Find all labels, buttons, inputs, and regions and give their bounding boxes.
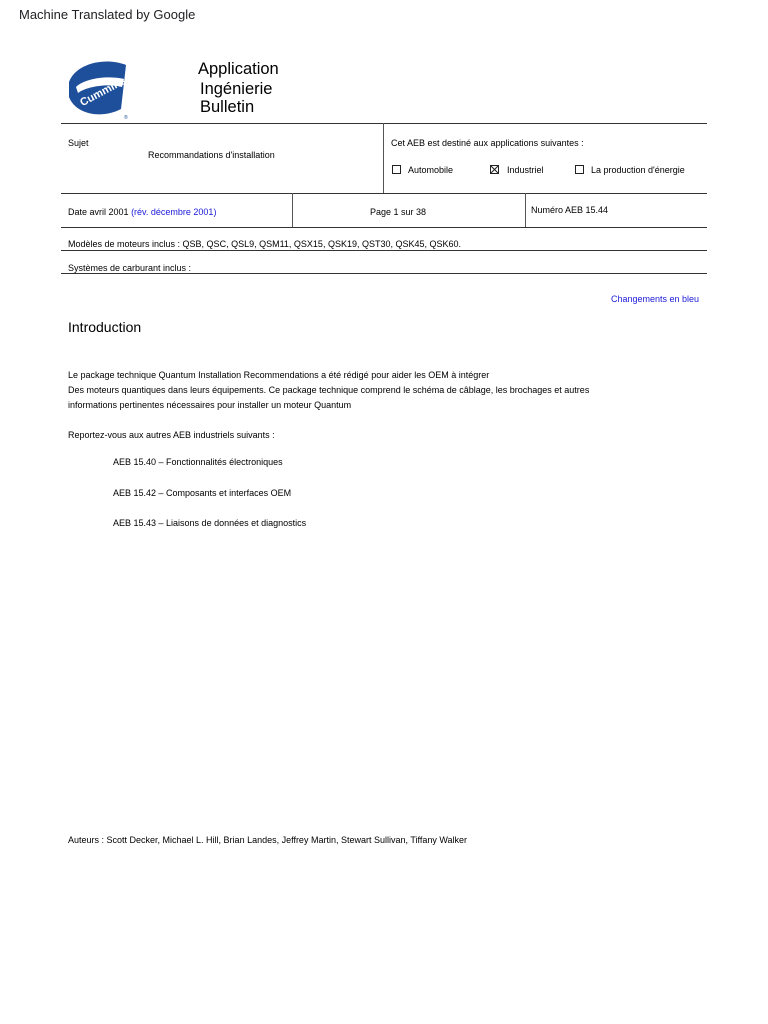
checkbox-automobile-label: Automobile [408, 165, 454, 175]
cummins-logo [66, 57, 130, 120]
machine-translation-banner: Machine Translated by Google [19, 7, 196, 22]
date-label: Date avril 2001 [68, 207, 129, 217]
table-rule-fuel [61, 250, 707, 251]
intro-paragraph-line3: informations pertinentes nécessaires pour installer un moteur Quantum [68, 400, 352, 410]
checkbox-x-mark-icon [491, 166, 498, 173]
subject-label: Sujet [68, 138, 89, 148]
checkbox-production-energie-label: La production d'énergie [591, 165, 685, 175]
engine-models: Modèles de moteurs inclus : QSB, QSC, QSL9, QSM11, QSX15, QSK19, QST30, QSK45, QSK60. [68, 239, 462, 249]
intro-paragraph-line1: Le package technique Quantum Installation Recommendations a été rédigé pour aider les OEM à intégrer [68, 370, 490, 380]
doc-title-line3: Bulletin [200, 98, 255, 116]
reference-item: AEB 15.40 – Fonctionnalités électroniques [113, 457, 283, 467]
table-top-rule [61, 123, 707, 124]
cummins-logo-mark [66, 57, 130, 120]
table-rule-models [61, 227, 707, 228]
applications-label: Cet AEB est destiné aux applications suivantes : [391, 138, 584, 148]
table-divider-date [292, 193, 293, 227]
subject-value: Recommandations d'installation [148, 150, 275, 160]
table-divider-page [525, 193, 526, 227]
doc-title-line2: Ingénierie [200, 80, 273, 98]
checkbox-automobile[interactable] [392, 165, 401, 174]
intro-paragraph-line2: Des moteurs quantiques dans leurs équipements. Ce package technique comprend le schéma de câblage, les brochages et autres [68, 385, 590, 395]
logo-wordmark: Cummins [78, 74, 128, 110]
page-number: Page 1 sur 38 [370, 207, 427, 217]
aeb-number: Numéro AEB 15.44 [531, 205, 609, 215]
registered-mark: ® [124, 115, 128, 120]
table-divider-subject [383, 123, 384, 193]
authors: Auteurs : Scott Decker, Michael L. Hill, Brian Landes, Jeffrey Martin, Stewart Sullivan, Tiffany Walker [68, 835, 467, 845]
date-revision: (rév. décembre 2001) [131, 207, 217, 217]
introduction-heading: Introduction [68, 319, 142, 335]
fuel-systems: Systèmes de carburant inclus : [68, 263, 192, 273]
reference-item: AEB 15.43 – Liaisons de données et diagnostics [113, 518, 307, 528]
checkbox-industriel-label: Industriel [507, 165, 544, 175]
checkbox-industriel[interactable] [490, 165, 499, 174]
checkbox-production-energie[interactable] [575, 165, 584, 174]
refer-text: Reportez-vous aux autres AEB industriels suivants : [68, 430, 275, 440]
reference-item: AEB 15.42 – Composants et interfaces OEM [113, 488, 292, 498]
doc-title-line1: Application [198, 60, 279, 78]
table-rule-date [61, 193, 707, 194]
changes-note: Changements en bleu [611, 294, 700, 304]
date-cell [68, 207, 216, 218]
